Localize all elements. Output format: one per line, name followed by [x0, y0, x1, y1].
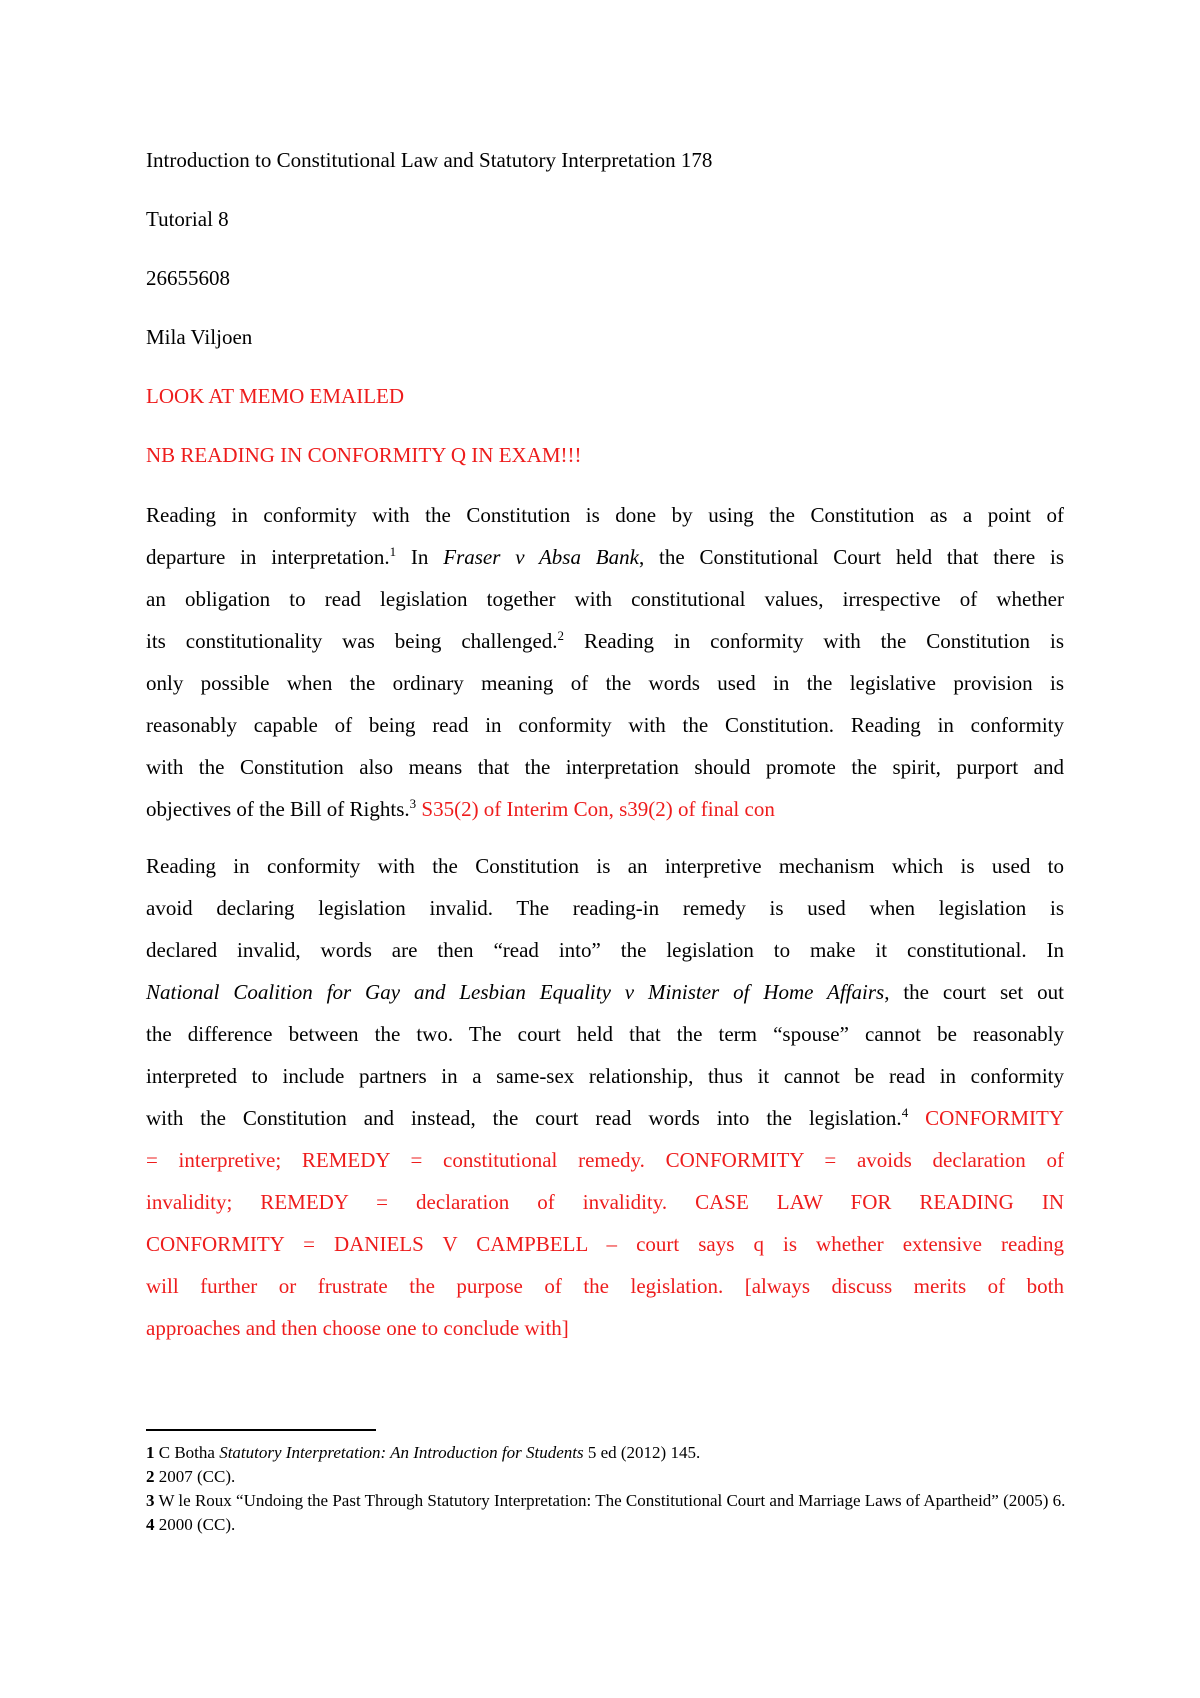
annotation-text-5: approaches and then choose one to conclude with] [146, 1316, 569, 1340]
para1-line [146, 494, 1064, 536]
para2-line [146, 1055, 1064, 1097]
para2-line [146, 887, 1064, 929]
para1-text-2c: , the Constitutional Court held that there is [638, 545, 1065, 569]
student-name: Mila Viljoen [146, 325, 253, 349]
para2-line [146, 845, 1064, 887]
para2-line [146, 929, 1064, 971]
para2-line [146, 971, 1064, 1013]
para1-line [146, 788, 1064, 830]
footnote-book-title: Statutory Interpretation: An Introduction for Students [219, 1443, 584, 1462]
footnote-ref-1[interactable]: 1 [389, 544, 397, 559]
para2-text-4b: , the court set out [884, 980, 1065, 1004]
footnote-2 [146, 1465, 1071, 1489]
footnote-1 [146, 1441, 1071, 1465]
annotation-text-4: will further or frustrate the purpose of the legislation. [always discuss merits of both [146, 1274, 1064, 1298]
para2-text-2: avoid declaring legislation invalid. The reading-in remedy is used when legislation is [146, 896, 1064, 920]
para2-text-1: Reading in conformity with the Constitution is an interpretive mechanism which is used to [146, 854, 1064, 878]
footnote-text: W le Roux “Undoing the Past Through Statutory Interpretation: The Constitutional Court and Marriage Laws of Apartheid” (2005) 6. [154, 1491, 1066, 1510]
footnote-text: C Botha [154, 1443, 220, 1462]
para1-text-2b: In [396, 545, 444, 569]
para1-text-2a: departure in interpretation. [146, 545, 390, 569]
para1-line [146, 620, 1064, 662]
para1-text-5: only possible when the ordinary meaning of the words used in the legislative provision is [146, 671, 1064, 695]
annotation-text-2: invalidity; REMEDY = declaration of invalidity. CASE LAW FOR READING IN [146, 1190, 1064, 1214]
annotation-line [146, 1139, 1064, 1181]
para2-text-5: the difference between the two. The court held that the term “spouse” cannot be reasonably [146, 1022, 1064, 1046]
footnote-number: 4 [146, 1515, 155, 1534]
annotation-line [146, 1223, 1064, 1265]
course-title: Introduction to Constitutional Law and Statutory Interpretation 178 [146, 148, 713, 172]
para1-text-7: with the Constitution also means that the interpretation should promote the spirit, purport and [146, 755, 1064, 779]
footnote-number: 2 [146, 1467, 155, 1486]
para1-line [146, 578, 1064, 620]
para2-line [146, 1097, 1064, 1139]
footnote-number: 1 [146, 1443, 155, 1462]
footnote-ref-3[interactable]: 3 [409, 796, 417, 811]
memo-note: LOOK AT MEMO EMAILED [146, 384, 405, 408]
para2-line [146, 1013, 1064, 1055]
para1-text-3: an obligation to read legislation together with constitutional values, irrespective of whether [146, 587, 1064, 611]
footnote-number: 3 [146, 1491, 155, 1510]
footnote-ref-4[interactable]: 4 [901, 1105, 909, 1120]
annotation-line [146, 1307, 1064, 1349]
paragraph-conformity-definition [146, 494, 1064, 830]
para1-text-4a: its constitutionality was being challenged. [146, 629, 558, 653]
annotation-text-3: CONFORMITY = DANIELS V CAMPBELL – court says q is whether extensive reading [146, 1232, 1064, 1256]
para1-line [146, 536, 1064, 578]
footnote-separator [146, 1429, 376, 1431]
footnote-text: 2000 (CC). [154, 1515, 236, 1534]
exam-note: NB READING IN CONFORMITY Q IN EXAM!!! [146, 443, 582, 467]
para1-line [146, 746, 1064, 788]
para2-text-6: interpreted to include partners in a same-sex relationship, thus it cannot be read in conformity [146, 1064, 1064, 1088]
para1-text-4b: Reading in conformity with the Constitution is [564, 629, 1064, 653]
para2-text-7a: with the Constitution and instead, the court read words into the legislation. [146, 1106, 902, 1130]
para1-line [146, 704, 1064, 746]
footnote-text: 2007 (CC). [154, 1467, 236, 1486]
para2-text-3: declared invalid, words are then “read into” the legislation to make it constitutional. In [146, 938, 1064, 962]
annotation-line [146, 1265, 1064, 1307]
footnote-4 [146, 1513, 1071, 1537]
tutorial-label: Tutorial 8 [146, 207, 229, 231]
annotation-conformity: CONFORMITY [908, 1106, 1064, 1130]
footnote-text: 5 ed (2012) 145. [583, 1443, 701, 1462]
student-number: 26655608 [146, 266, 230, 290]
para1-text-6: reasonably capable of being read in conformity with the Constitution. Reading in conformity [146, 713, 1064, 737]
para1-text-1: Reading in conformity with the Constitution is done by using the Constitution as a point of [146, 503, 1064, 527]
para1-line [146, 662, 1064, 704]
case-name-national-coalition: National Coalition for Gay and Lesbian Equality v Minister of Home Affairs [146, 980, 885, 1004]
footnote-3 [146, 1489, 1071, 1513]
footnotes [146, 1441, 1071, 1537]
annotation-line [146, 1181, 1064, 1223]
para1-text-8a: objectives of the Bill of Rights. [146, 797, 410, 821]
case-name-fraser: Fraser v Absa Bank [443, 545, 639, 569]
section-reference-note: S35(2) of Interim Con, s39(2) of final con [416, 797, 775, 821]
footnote-ref-2[interactable]: 2 [557, 628, 565, 643]
annotation-text-1: = interpretive; REMEDY = constitutional remedy. CONFORMITY = avoids declaration of [146, 1148, 1064, 1172]
paragraph-reading-in-remedy [146, 845, 1064, 1349]
